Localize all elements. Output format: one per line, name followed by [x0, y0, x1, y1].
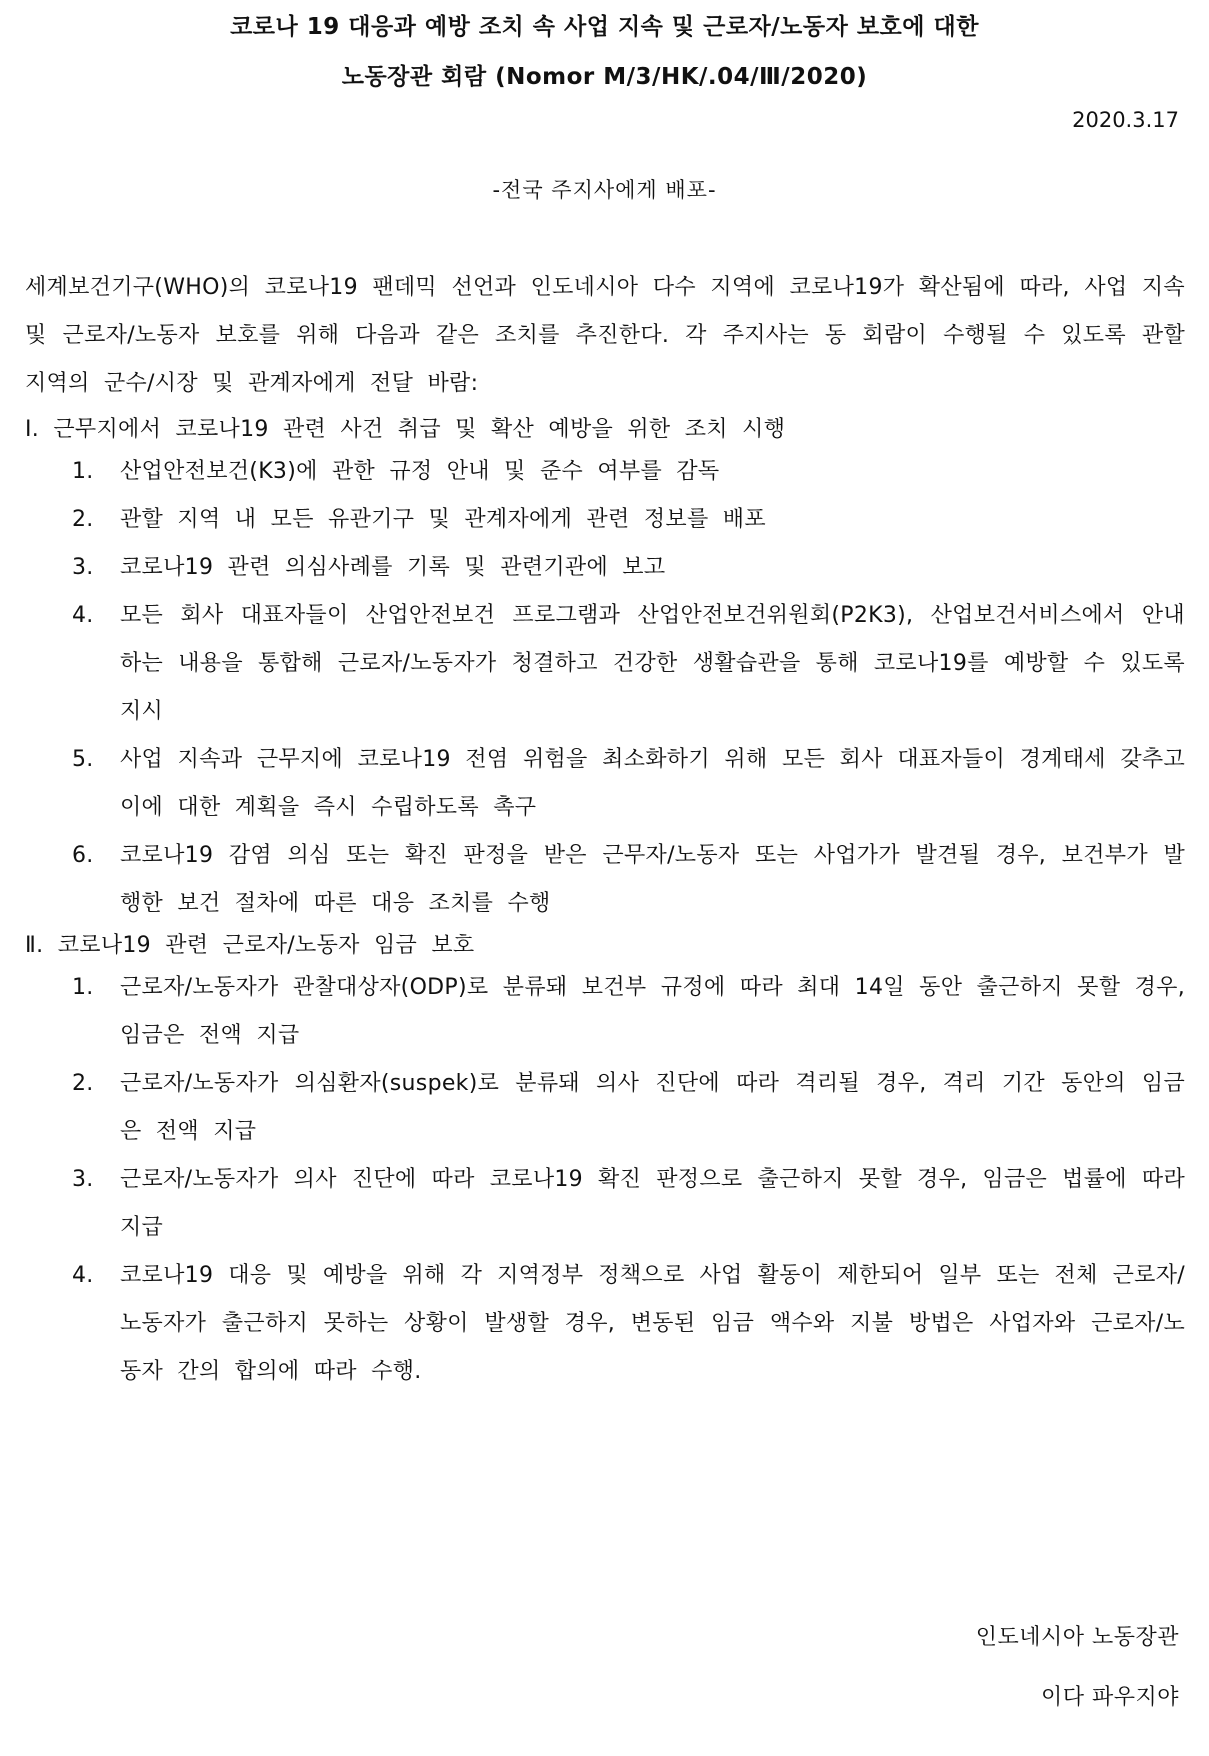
list-item-text: 코로나19 관련 의심사례를 기록 및 관련기관에 보고 [120, 555, 666, 580]
list-item [65, 1252, 1185, 1396]
intro-paragraph: 세계보건기구(WHO)의 코로나19 팬데믹 선언과 인도네시아 다수 지역에 코로나19가 확산됨에 따라, 사업 지속 및 근로자/노동자 보호를 위해 다음과 같은 조치를 추진한다. 각 주지사는 동 회람이 수행될 수 있도록 관할 지역의 군수/시장 및 관계자에게 전달 바람: [25, 275, 1185, 396]
section-1-list [65, 448, 1185, 928]
list-item [65, 832, 1185, 928]
list-item [65, 448, 1185, 496]
list-item [65, 736, 1185, 832]
signature-name: 이다 파우지야 [1040, 1685, 1179, 1710]
list-item-text: 코로나19 대응 및 예방을 위해 각 지역정부 정책으로 사업 활동이 제한되어 일부 또는 전체 근로자/노동자가 출근하지 못하는 상황이 발생할 경우, 변동된 임금 액수와 지불 방법은 사업자와 근로자/노동자 간의 합의에 따라 수행. [120, 1263, 1185, 1384]
section-1-heading: Ⅰ. 근무지에서 코로나19 관련 사건 취급 및 확산 예방을 위한 조치 시행 [25, 417, 786, 442]
list-item-number: 3. [72, 1167, 94, 1192]
list-item [65, 1060, 1185, 1156]
distribution-note: -전국 주지사에게 배포- [492, 178, 717, 202]
list-item-text: 근로자/노동자가 의심환자(suspek)로 분류돼 의사 진단에 따라 격리될 경우, 격리 기간 동안의 임금은 전액 지급 [120, 1071, 1185, 1144]
list-item-text: 모든 회사 대표자들이 산업안전보건 프로그램과 산업안전보건위원회(P2K3), 산업보건서비스에서 안내하는 내용을 통합해 근로자/노동자가 청결하고 건강한 생활습관을 통해 코로나19를 예방할 수 있도록 지시 [120, 603, 1185, 724]
list-item-number: 4. [72, 1263, 94, 1288]
list-item [65, 544, 1185, 592]
list-item-number: 1. [72, 975, 94, 1000]
document-date: 2020.3.17 [1072, 108, 1179, 132]
list-item-text: 근로자/노동자가 관찰대상자(ODP)로 분류돼 보건부 규정에 따라 최대 14일 동안 출근하지 못할 경우, 임금은 전액 지급 [120, 975, 1185, 1048]
list-item-number: 1. [72, 459, 94, 484]
list-item [65, 592, 1185, 736]
list-item [65, 964, 1185, 1060]
document-title-line-2: 노동장관 회람 (Nomor M/3/HK/.04/Ⅲ/2020) [341, 64, 868, 90]
list-item-text: 근로자/노동자가 의사 진단에 따라 코로나19 확진 판정으로 출근하지 못할 경우, 임금은 법률에 따라 지급 [120, 1167, 1185, 1240]
document-title-line-1: 코로나 19 대응과 예방 조치 속 사업 지속 및 근로자/노동자 보호에 대한 [230, 14, 979, 40]
list-item-number: 3. [72, 555, 94, 580]
list-item [65, 496, 1185, 544]
list-item-text: 사업 지속과 근무지에 코로나19 전염 위험을 최소화하기 위해 모든 회사 대표자들이 경계태세 갖추고 이에 대한 계획을 즉시 수립하도록 촉구 [120, 747, 1185, 820]
list-item-number: 4. [72, 603, 94, 628]
signature-title: 인도네시아 노동장관 [975, 1625, 1179, 1650]
list-item [65, 1156, 1185, 1252]
section-2-heading: Ⅱ. 코로나19 관련 근로자/노동자 임금 보호 [25, 933, 475, 958]
list-item-number: 2. [72, 507, 94, 532]
list-item-text: 산업안전보건(K3)에 관한 규정 안내 및 준수 여부를 감독 [120, 459, 720, 484]
list-item-text: 관할 지역 내 모든 유관기구 및 관계자에게 관련 정보를 배포 [120, 507, 766, 532]
list-item-number: 6. [72, 843, 94, 868]
list-item-text: 코로나19 감염 의심 또는 확진 판정을 받은 근무자/노동자 또는 사업가가 발견될 경우, 보건부가 발행한 보건 절차에 따른 대응 조치를 수행 [120, 843, 1185, 916]
section-2-list [65, 964, 1185, 1396]
list-item-number: 5. [72, 747, 94, 772]
list-item-number: 2. [72, 1071, 94, 1096]
